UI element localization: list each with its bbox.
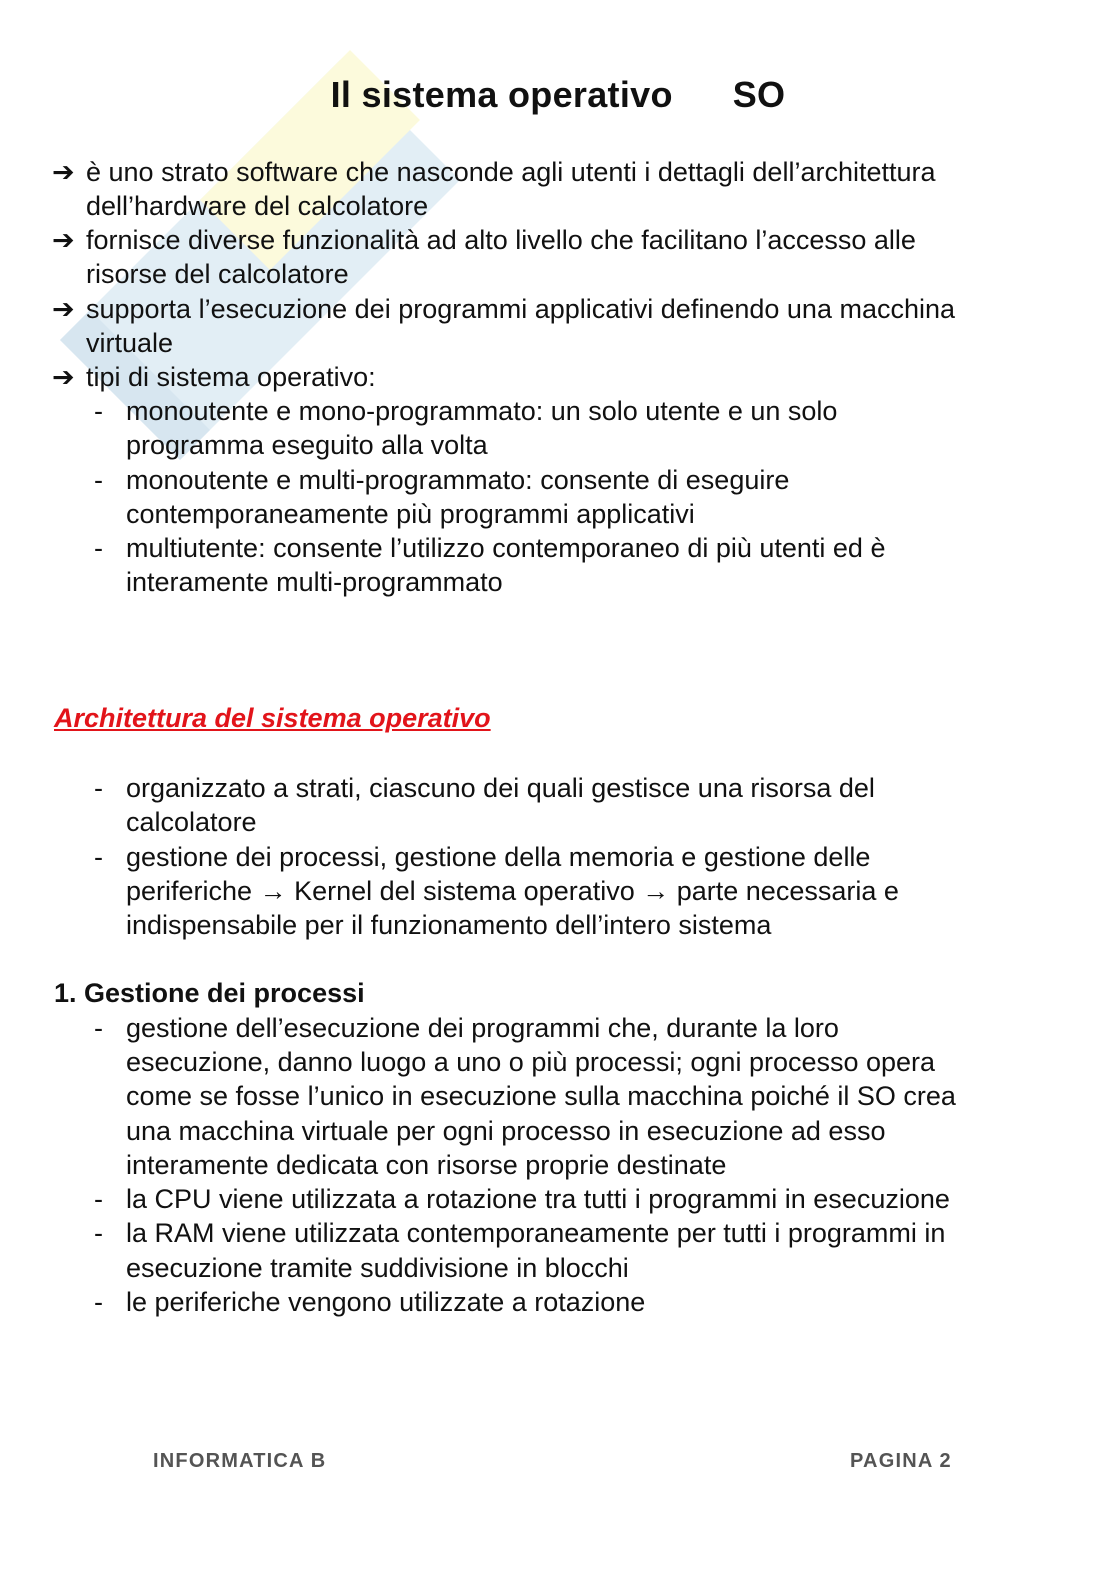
dash-bullet: -: [94, 1287, 103, 1317]
dash-bullet: -: [94, 842, 103, 872]
intro-item-4-line-1: tipi di sistema operativo:: [86, 362, 376, 392]
intro-item-1-line-2: dell’hardware del calcolatore: [86, 191, 429, 221]
tipi-item-1-line-2: programma eseguito alla volta: [126, 430, 488, 460]
section-title-architettura: Architettura del sistema operativo: [54, 703, 491, 733]
tipi-item-1-line-1: monoutente e mono-programmato: un solo utente e un solo: [126, 396, 838, 426]
intro-item-3-line-2: virtuale: [86, 328, 174, 358]
arrow-bullet-icon: ➔: [52, 294, 75, 324]
processi-item-2-line-1: la CPU viene utilizzata a rotazione tra tutti i programmi in esecuzione: [126, 1184, 950, 1214]
architettura-item-1-line-1: organizzato a strati, ciascuno dei quali gestisce una risorsa del: [126, 773, 875, 803]
processi-item-1-line-3: come se fosse l’unico in esecuzione sulla macchina poiché il SO crea: [126, 1081, 956, 1111]
footer-course-name: INFORMATICA B: [153, 1450, 327, 1472]
processi-item-1-line-5: interamente dedicata con risorse proprie destinate: [126, 1150, 727, 1180]
architettura-item-1-line-2: calcolatore: [126, 807, 257, 837]
arrow-bullet-icon: ➔: [52, 362, 75, 392]
arrow-bullet-icon: ➔: [52, 157, 75, 187]
intro-item-3-line-1: supporta l’esecuzione dei programmi applicativi definendo una macchina: [86, 294, 956, 324]
dash-bullet: -: [94, 1184, 103, 1214]
processi-item-4-line-1: le periferiche vengono utilizzate a rotazione: [126, 1287, 646, 1317]
intro-item-2-line-1: fornisce diverse funzionalità ad alto livello che facilitano l’accesso alle: [86, 225, 916, 255]
dash-bullet: -: [94, 396, 103, 426]
dash-bullet: -: [94, 533, 103, 563]
intro-item-2-line-2: risorse del calcolatore: [86, 259, 349, 289]
title-abbreviation: SO: [732, 74, 786, 115]
processi-item-1-line-1: gestione dell’esecuzione dei programmi che, durante la loro: [126, 1013, 839, 1043]
dash-bullet: -: [94, 773, 103, 803]
processi-item-1-line-2: esecuzione, danno luogo a uno o più processi; ogni processo opera: [126, 1047, 936, 1077]
subheading-gestione-processi: 1. Gestione dei processi: [54, 978, 365, 1008]
dash-bullet: -: [94, 1218, 103, 1248]
tipi-item-2-line-1: monoutente e multi-programmato: consente di eseguire: [126, 465, 790, 495]
architettura-item-2-line-3: indispensabile per il funzionamento dell’intero sistema: [126, 910, 772, 940]
architettura-item-2-line-1: gestione dei processi, gestione della memoria e gestione delle: [126, 842, 871, 872]
arrow-bullet-icon: ➔: [52, 225, 75, 255]
intro-item-1-line-1: è uno strato software che nasconde agli utenti i dettagli dell’architettura: [86, 157, 936, 187]
processi-item-1-line-4: una macchina virtuale per ogni processo in esecuzione ad esso: [126, 1116, 886, 1146]
page-title: [0, 74, 1116, 116]
processi-item-3-line-1: la RAM viene utilizzata contemporaneamente per tutti i programmi in: [126, 1218, 946, 1248]
tipi-item-2-line-2: contemporaneamente più programmi applicativi: [126, 499, 695, 529]
tipi-item-3-line-2: interamente multi-programmato: [126, 567, 503, 597]
tipi-item-3-line-1: multiutente: consente l’utilizzo contemporaneo di più utenti ed è: [126, 533, 886, 563]
dash-bullet: -: [94, 465, 103, 495]
processi-item-3-line-2: esecuzione tramite suddivisione in blocchi: [126, 1253, 629, 1283]
title-text: Il sistema operativo: [330, 74, 673, 115]
dash-bullet: -: [94, 1013, 103, 1043]
footer-page-number: PAGINA 2: [850, 1450, 952, 1472]
architettura-item-2-line-2: periferiche → Kernel del sistema operativo → parte necessaria e: [126, 876, 899, 906]
